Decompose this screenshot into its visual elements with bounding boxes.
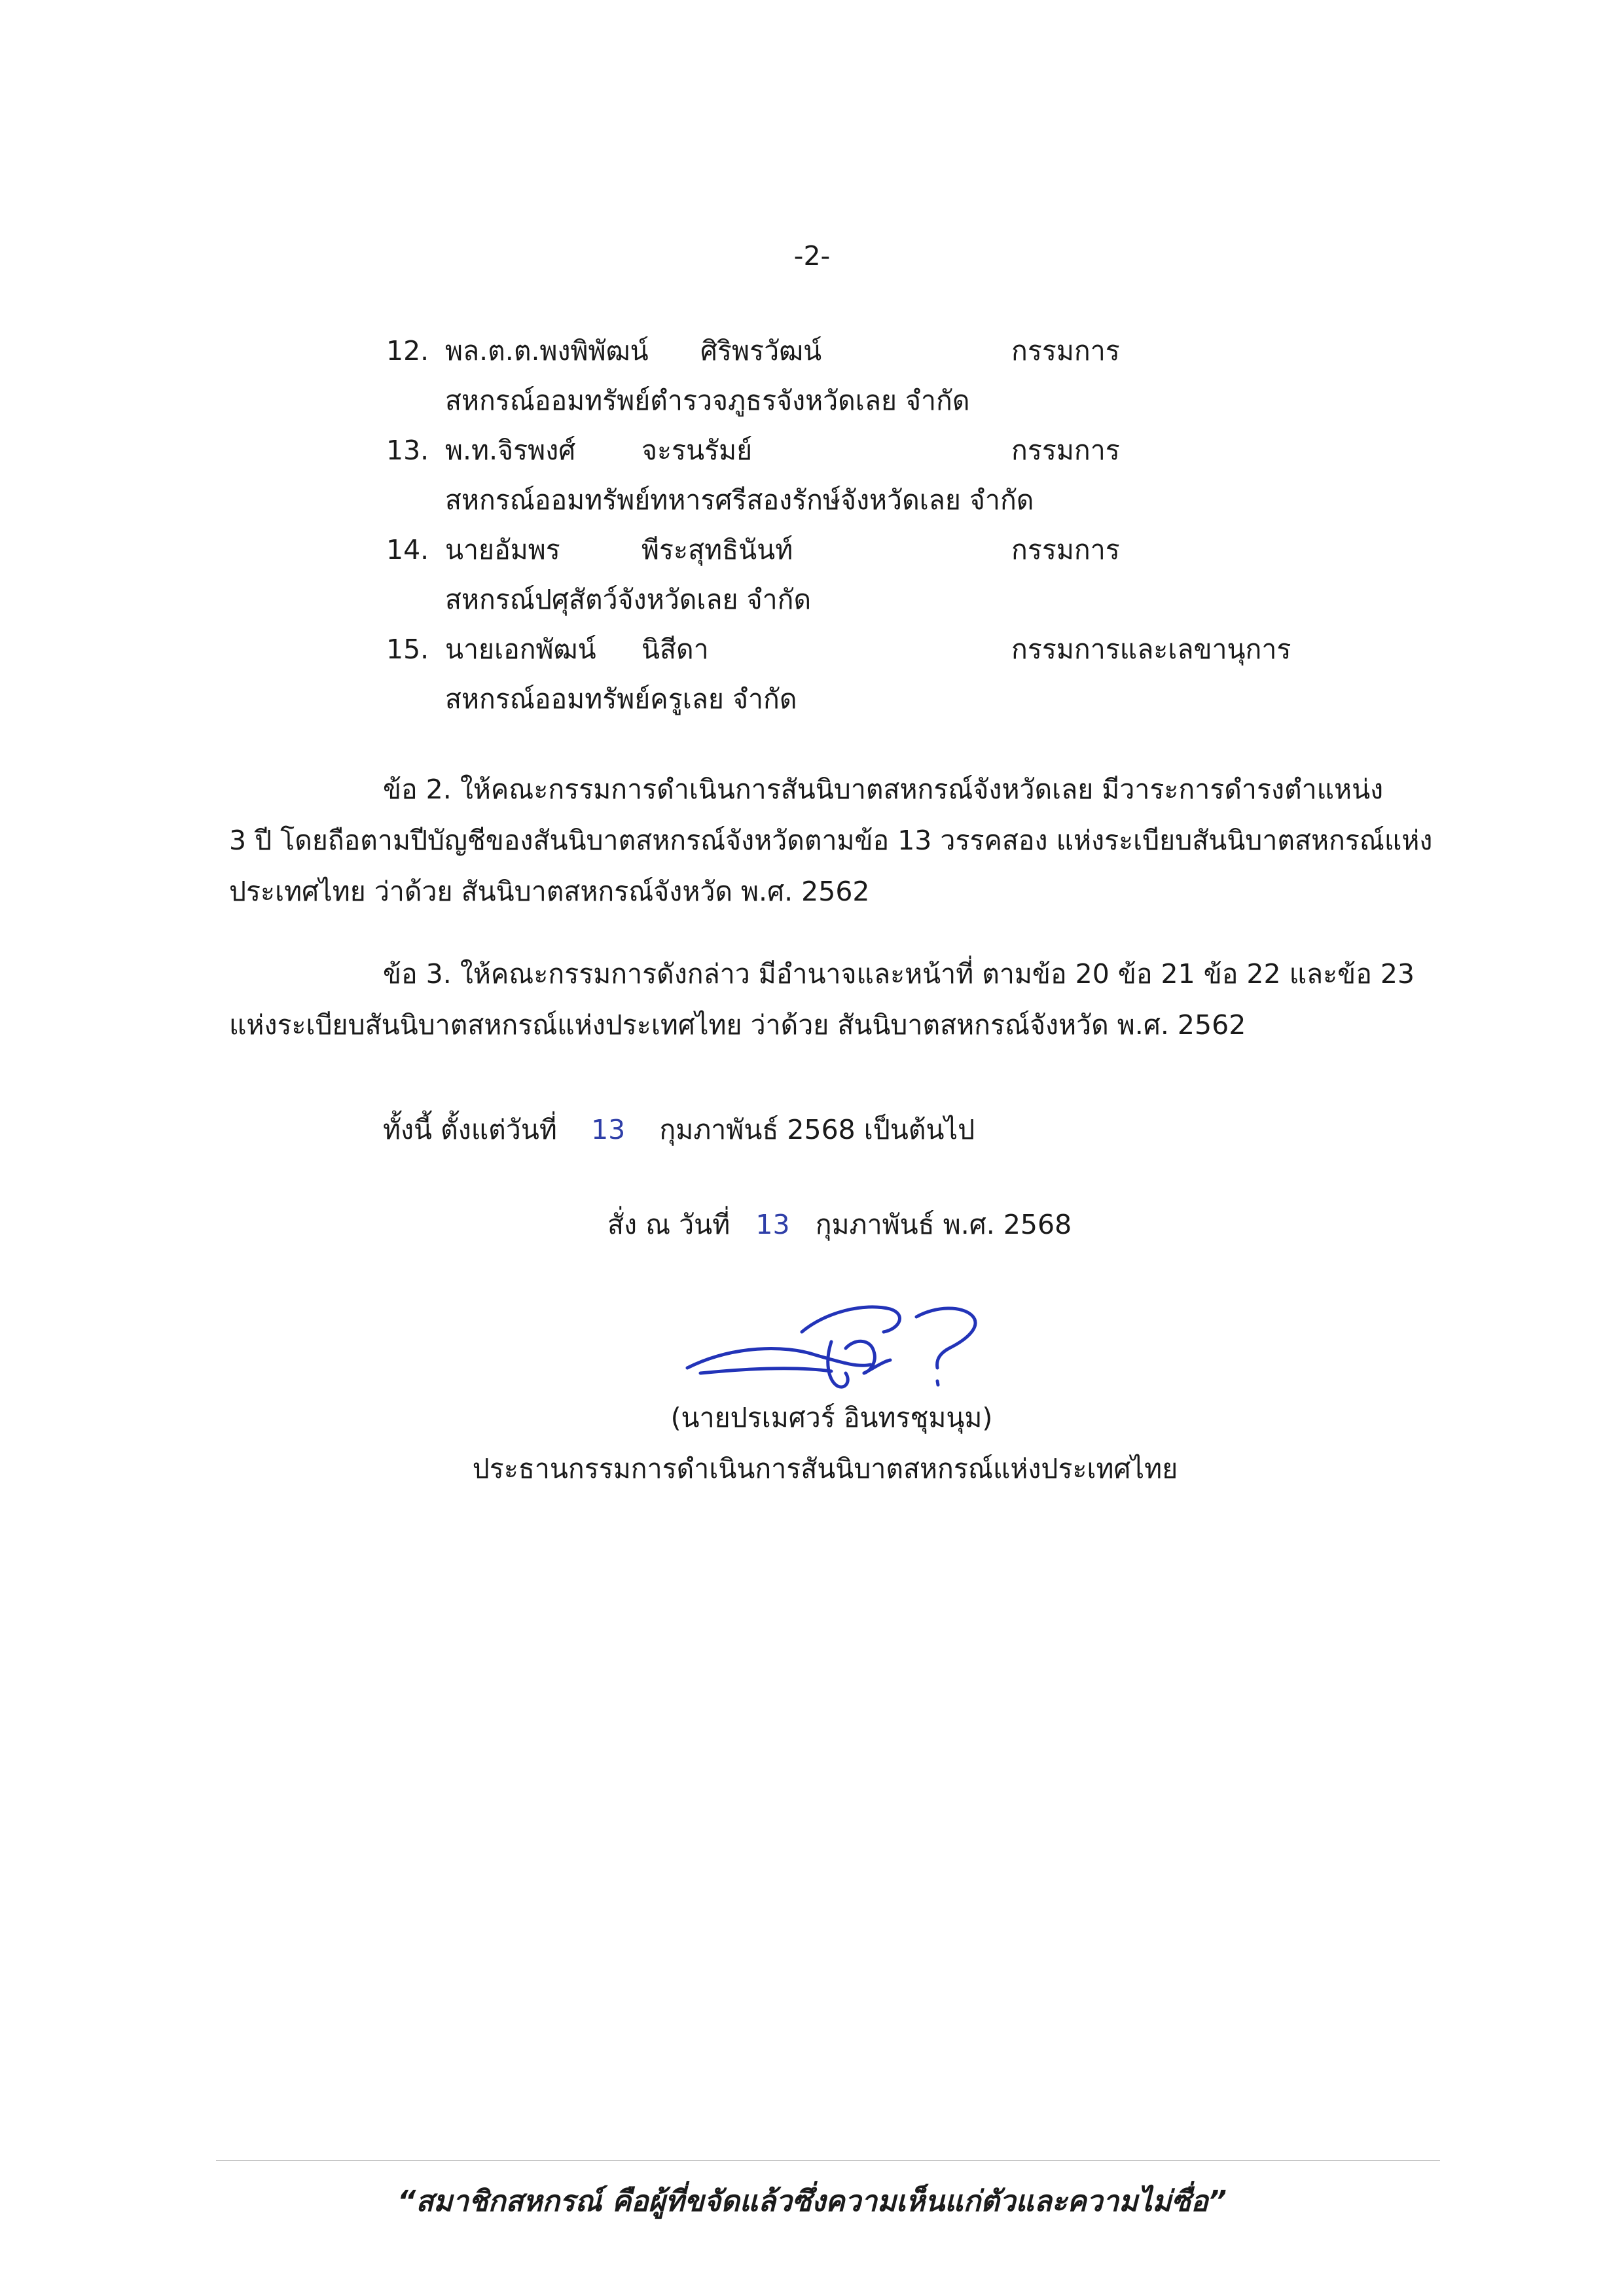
page-number: -2- [793, 240, 831, 272]
member-organization: สหกรณ์ออมทรัพย์ทหารศรีสองรักษ์จังหวัดเลย จำกัด [445, 484, 1034, 516]
member-organization: สหกรณ์ออมทรัพย์ตำรวจภูธรจังหวัดเลย จำกัด [445, 385, 970, 416]
clause-3-line-2: แห่งระเบียบสันนิบาตสหกรณ์แห่งประเทศไทย ว่าด้วย สันนิบาตสหกรณ์จังหวัด พ.ศ. 2562 [229, 1009, 1246, 1041]
effective-date-suffix: กุมภาพันธ์ 2568 เป็นต้นไป [659, 1114, 975, 1145]
member-number: 12. [386, 335, 429, 367]
member-organization: สหกรณ์ปศุสัตว์จังหวัดเลย จำกัด [445, 584, 812, 615]
signer-name: (นายปรเมศวร์ อินทรชุมนุม) [670, 1402, 993, 1433]
signature [674, 1283, 1015, 1401]
member-given-name: พ.ท.จิรพงศ์ [445, 435, 576, 466]
order-date-day: 13 [755, 1209, 790, 1240]
member-role: กรรมการ [1011, 534, 1120, 565]
member-family-name: นิสีดา [641, 634, 709, 665]
clause-2-line-2: 3 ปี โดยถือตามปีบัญชีของสันนิบาตสหกรณ์จังหวัดตามข้อ 13 วรรคสอง แห่งระเบียบสันนิบาตสหกรณ์แห่ง [229, 825, 1433, 856]
signature-graphic [674, 1283, 1015, 1401]
member-role: กรรมการ [1011, 335, 1120, 367]
member-given-name: นายเอกพัฒน์ [445, 634, 596, 665]
member-family-name: พีระสุทธินันท์ [641, 534, 793, 565]
effective-date-day: 13 [591, 1114, 626, 1145]
member-number: 13. [386, 435, 429, 466]
effective-date-line [383, 1113, 975, 1147]
member-role: กรรมการและเลขานุการ [1011, 634, 1291, 665]
member-family-name: จะรนรัมย์ [641, 435, 753, 466]
order-date-suffix: กุมภาพันธ์ พ.ศ. 2568 [815, 1209, 1072, 1240]
order-date-prefix: สั่ง ณ วันที่ [607, 1209, 731, 1240]
footer-motto: “สมาชิกสหกรณ์ คือผู้ที่ขจัดแล้วซึ่งความเห็นแก่ตัวและความไม่ซื่อ” [397, 2185, 1227, 2218]
order-date-line [607, 1208, 1072, 1242]
member-family-name: ศิริพรวัฒน์ [700, 335, 822, 367]
member-number: 14. [386, 534, 429, 565]
member-number: 15. [386, 634, 429, 665]
effective-date-prefix: ทั้งนี้ ตั้งแต่วันที่ [383, 1114, 557, 1145]
member-role: กรรมการ [1011, 435, 1120, 466]
footer-divider [216, 2160, 1440, 2161]
member-given-name: พล.ต.ต.พงพิพัฒน์ [445, 335, 649, 367]
signer-title: ประธานกรรมการดำเนินการสันนิบาตสหกรณ์แห่งประเทศไทย [472, 1453, 1178, 1484]
clause-2-line-3: ประเทศไทย ว่าด้วย สันนิบาตสหกรณ์จังหวัด พ.ศ. 2562 [229, 876, 870, 907]
member-given-name: นายอัมพร [445, 534, 560, 565]
clause-2-line-1: ข้อ 2. ให้คณะกรรมการดำเนินการสันนิบาตสหกรณ์จังหวัดเลย มีวาระการดำรงตำแหน่ง [383, 774, 1384, 805]
member-organization: สหกรณ์ออมทรัพย์ครูเลย จำกัด [445, 683, 797, 715]
clause-3-line-1: ข้อ 3. ให้คณะกรรมการดังกล่าว มีอำนาจและหน้าที่ ตามข้อ 20 ข้อ 21 ข้อ 22 และข้อ 23 [383, 958, 1415, 990]
